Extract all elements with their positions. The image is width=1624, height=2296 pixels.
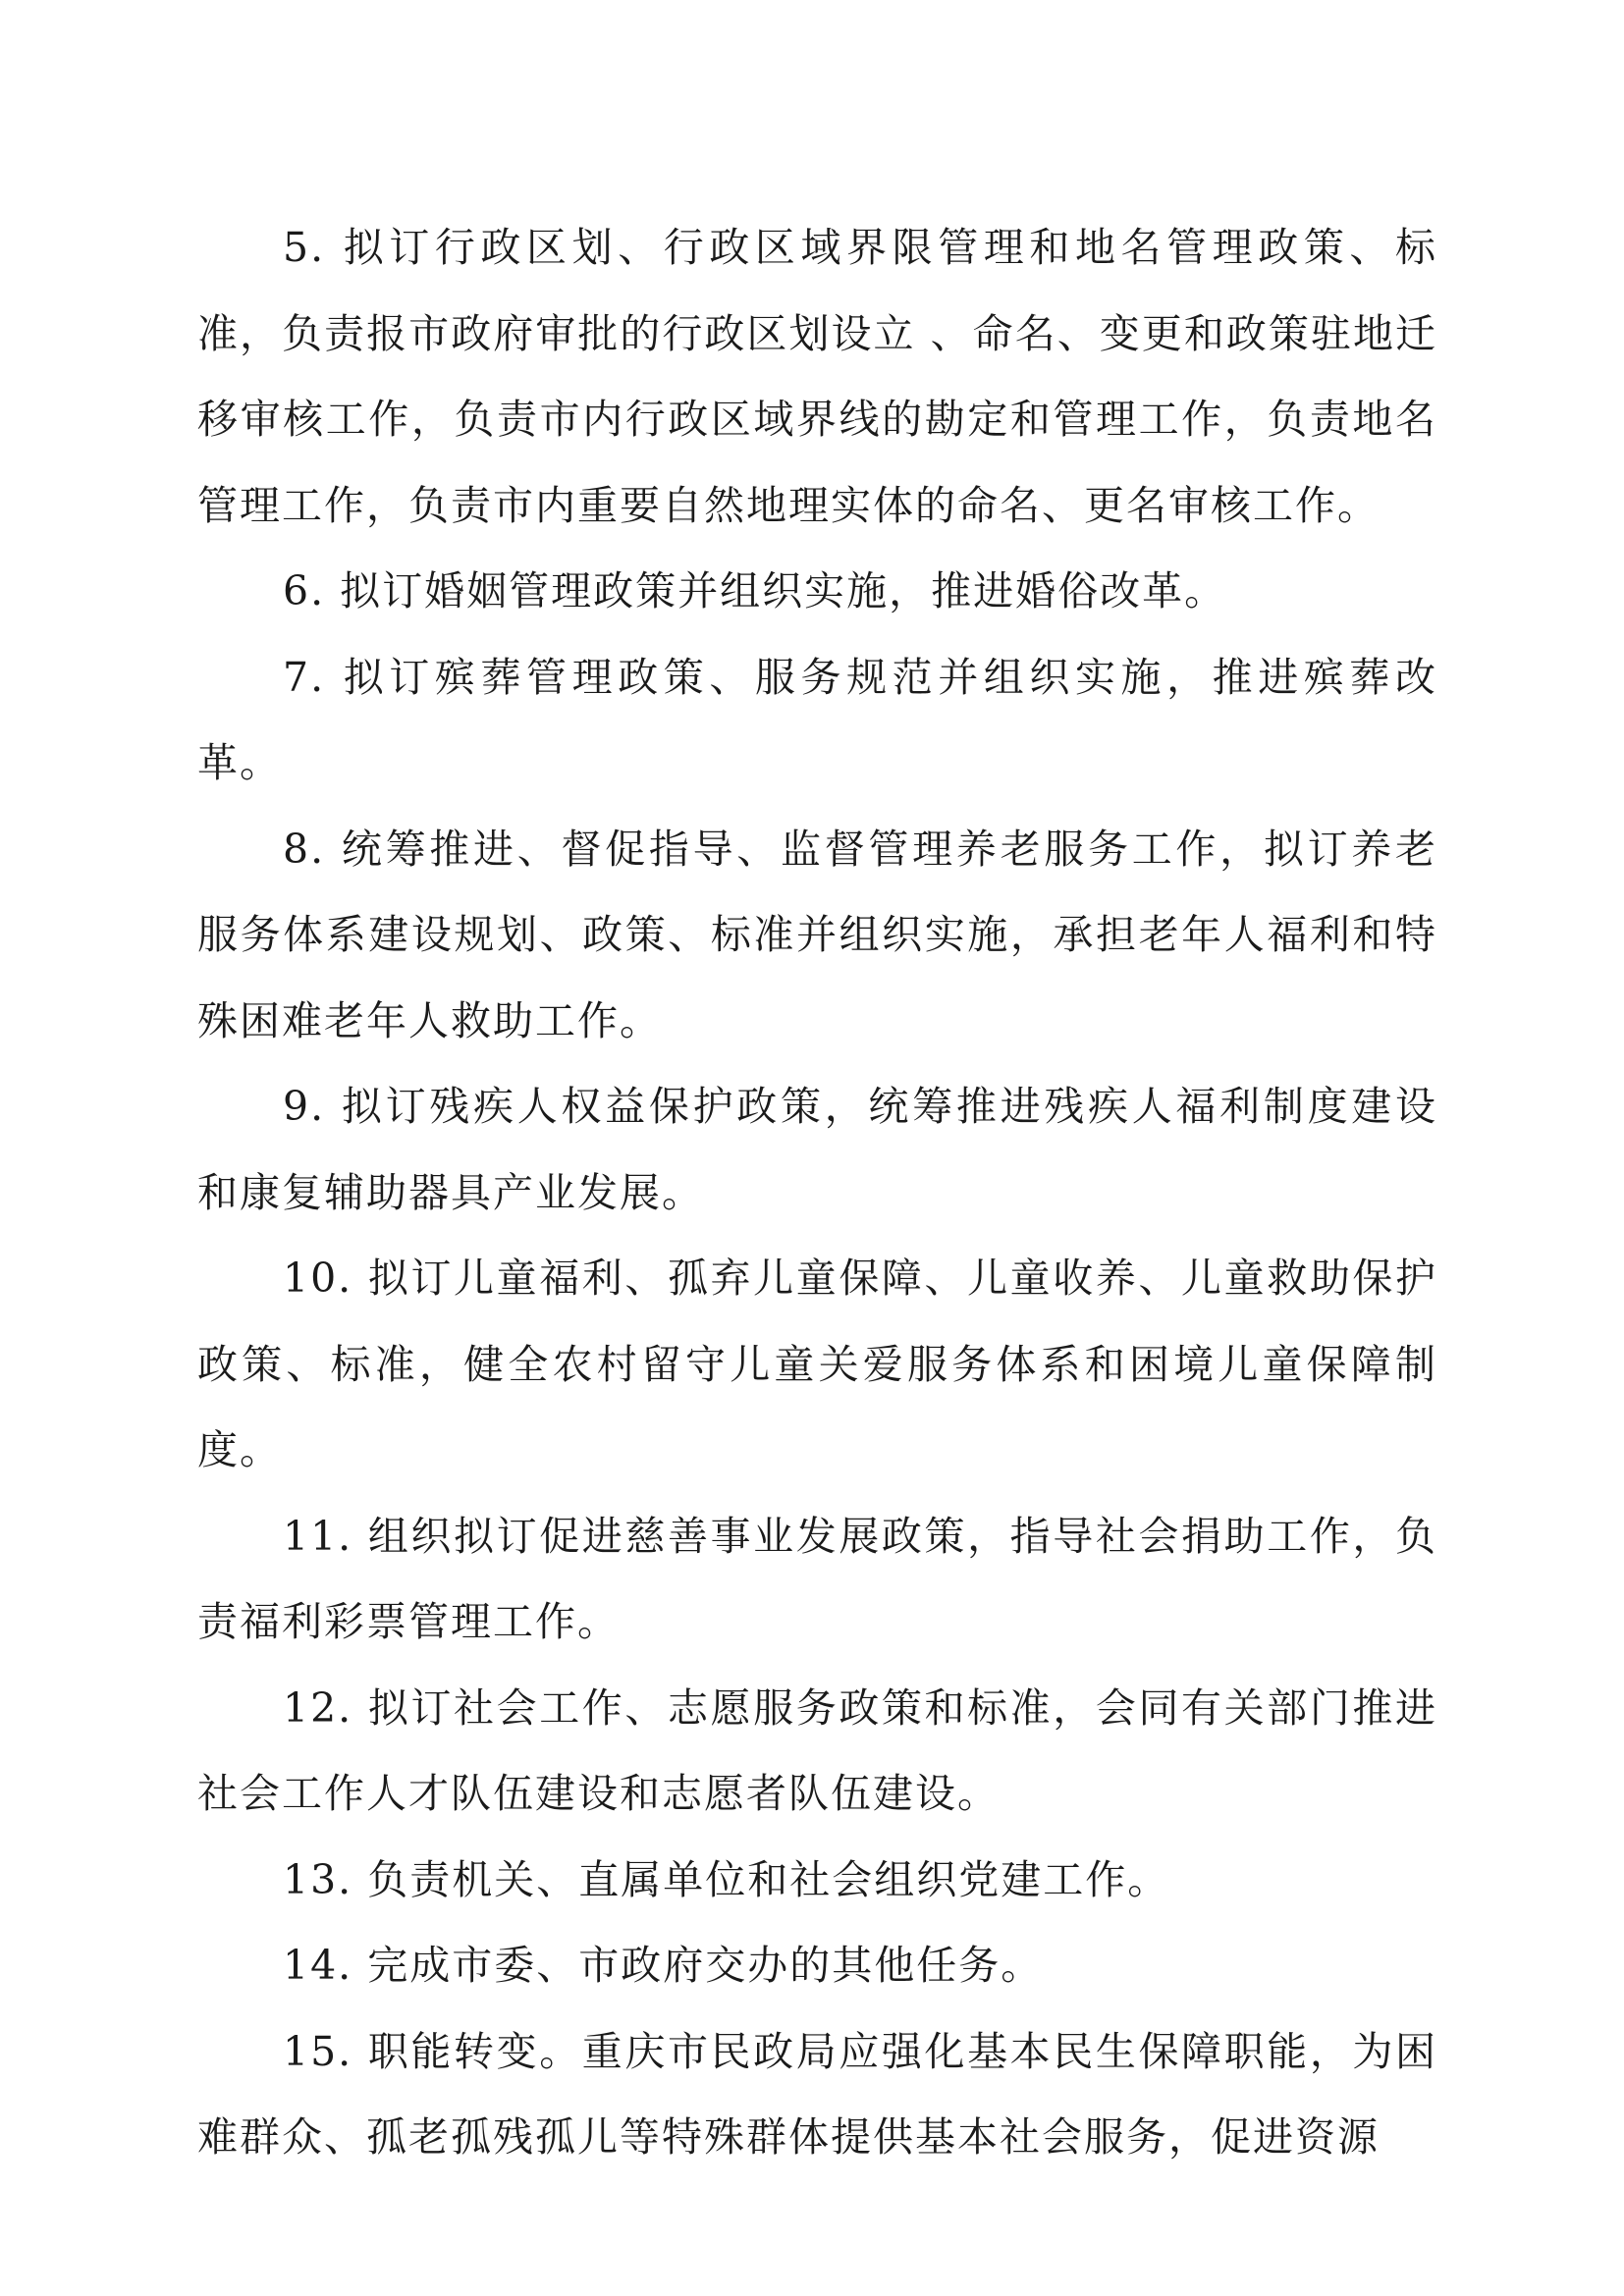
paragraph-item-10: 10. 拟订儿童福利、孤弃儿童保障、儿童收养、儿童救助保护政策、标准，健全农村留守儿童关爱服务体系和困境儿童保障制度。 (197, 1255, 1437, 1473)
paragraph-item-9: 9. 拟订残疾人权益保护政策，统筹推进残疾人福利制度建设和康复辅助器具产业发展。 (197, 1083, 1437, 1216)
paragraph-item-11: 11. 组织拟订促进慈善事业发展政策，指导社会捐助工作，负责福利彩票管理工作。 (197, 1512, 1437, 1645)
paragraph-item-13: 13. 负责机关、直属单位和社会组织党建工作。 (283, 1855, 1170, 1903)
paragraph-item-15: 15. 职能转变。重庆市民政局应强化基本民生保障职能，为困难群众、孤老孤残孤儿等特殊群体提供基本社会服务，促进资源 (197, 2027, 1437, 2161)
paragraph-item-14: 14. 完成市委、市政府交办的其他任务。 (283, 1942, 1044, 1989)
paragraph-item-7: 7. 拟订殡葬管理政策、服务规范并组织实施，推进殡葬改革。 (197, 653, 1437, 786)
paragraph-item-12: 12. 拟订社会工作、志愿服务政策和标准，会同有关部门推进社会工作人才队伍建设和志愿者队伍建设。 (197, 1683, 1437, 1817)
paragraph-item-8: 8. 统筹推进、督促指导、监督管理养老服务工作，拟订养老服务体系建设规划、政策、标准并组织实施，承担老年人福利和特殊困难老年人救助工作。 (197, 825, 1437, 1044)
paragraph-item-5: 5. 拟订行政区划、行政区域界限管理和地名管理政策、标准，负责报市政府审批的行政区划设立 、命名、变更和政策驻地迁移审核工作，负责市内行政区域界线的勘定和管理工作，负责地名管理工作，负责市内重要自然地理实体的命名、更名审核工作。 (197, 224, 1437, 529)
paragraph-item-6: 6. 拟订婚姻管理政策并组织实施，推进婚俗改革。 (283, 567, 1227, 614)
